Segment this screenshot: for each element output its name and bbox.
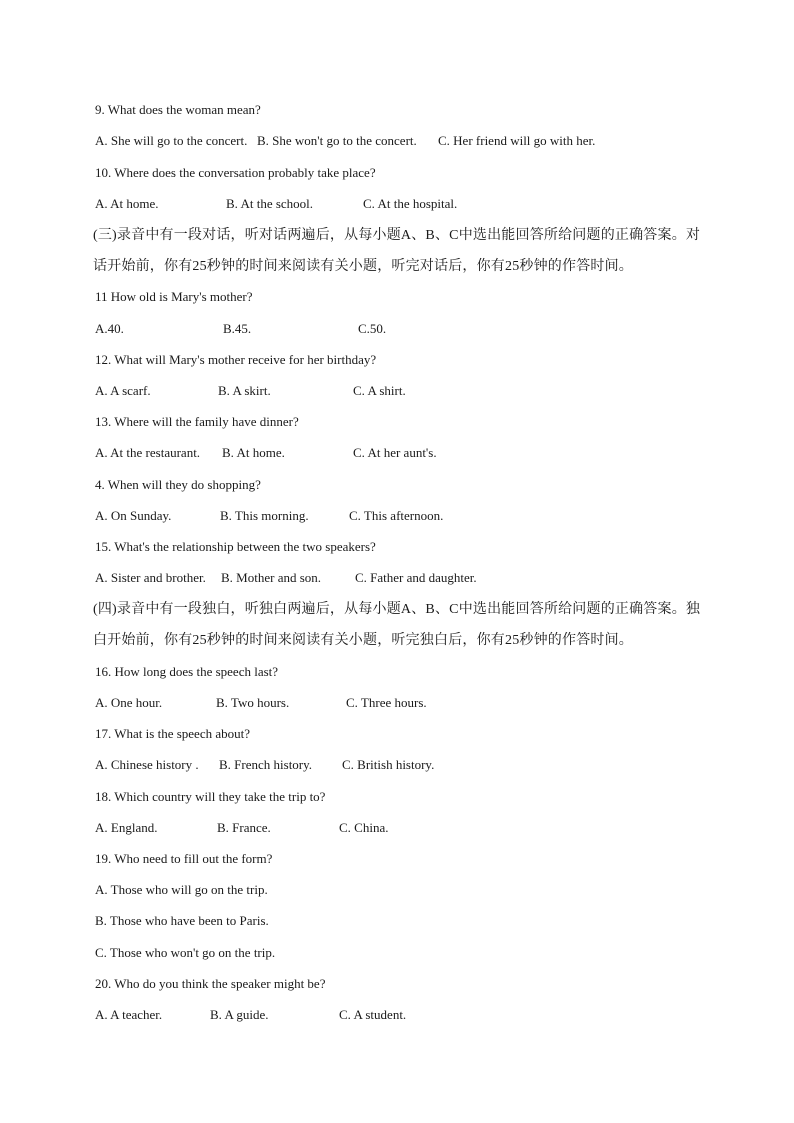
option-a: A. On Sunday.	[95, 508, 172, 523]
question-10: 10. Where does the conversation probably take place?	[95, 165, 376, 180]
option-a: A. A teacher.	[95, 1007, 163, 1022]
option-c: C.50.	[358, 321, 387, 336]
option-a: A.40.	[95, 321, 124, 336]
question-9: 9. What does the woman mean?	[95, 102, 261, 117]
question-15: 15. What's the relationship between the two speakers?	[95, 539, 376, 554]
option-a: A. One hour.	[95, 695, 163, 710]
option-b: B. Two hours.	[216, 695, 290, 710]
question-19-option-c: C. Those who won't go on the trip.	[95, 945, 276, 960]
option-b: B. French history.	[219, 757, 313, 772]
option-b: B. At the school.	[226, 196, 314, 211]
option-b: B. A guide.	[210, 1007, 269, 1022]
question-14: 4. When will they do shopping?	[95, 477, 261, 492]
option-a: A. England.	[95, 820, 158, 835]
question-19-option-a: A. Those who will go on the trip.	[95, 882, 268, 897]
question-19-option-b: B. Those who have been to Paris.	[95, 913, 269, 928]
option-b: B. A skirt.	[218, 383, 271, 398]
option-b: B. At home.	[222, 445, 285, 460]
option-c: C. British history.	[342, 757, 435, 772]
option-b: B. She won't go to the concert.	[257, 133, 417, 148]
option-a: A. At home.	[95, 196, 159, 211]
option-c: C. This afternoon.	[349, 508, 444, 523]
option-c: C. A student.	[339, 1007, 407, 1022]
option-b: B. France.	[217, 820, 271, 835]
option-c: C. Father and daughter.	[355, 570, 477, 585]
option-c: C. At her aunt's.	[353, 445, 437, 460]
section-3-instructions: (三)录音中有一段对话，听对话两遍后，从每小题A、B、C中选出能回答所给问题的正确答案。对话开始前，你有25秒钟的时间来阅读有关小题，听完对话后，你有25秒钟的作答时间。	[93, 228, 701, 274]
option-b: B. This morning.	[220, 508, 309, 523]
question-11: 11 How old is Mary's mother?	[95, 289, 253, 304]
option-b: B.45.	[223, 321, 252, 336]
option-c: C. Her friend will go with her.	[438, 133, 596, 148]
option-a: A. Chinese history .	[95, 757, 199, 772]
option-a: A. At the restaurant.	[95, 445, 201, 460]
question-13: 13. Where will the family have dinner?	[95, 414, 299, 429]
option-c: C. Three hours.	[346, 695, 427, 710]
question-16: 16. How long does the speech last?	[95, 664, 279, 679]
option-a: A. She will go to the concert.	[95, 133, 248, 148]
option-c: C. China.	[339, 820, 389, 835]
question-12: 12. What will Mary's mother receive for her birthday?	[95, 352, 377, 367]
option-c: C. At the hospital.	[363, 196, 458, 211]
option-a: A. Sister and brother.	[95, 570, 206, 585]
question-20: 20. Who do you think the speaker might be?	[95, 976, 326, 991]
question-19: 19. Who need to fill out the form?	[95, 851, 273, 866]
option-b: B. Mother and son.	[221, 570, 322, 585]
question-18: 18. Which country will they take the trip to?	[95, 789, 326, 804]
option-c: C. A shirt.	[353, 383, 406, 398]
question-17: 17. What is the speech about?	[95, 726, 250, 741]
option-a: A. A scarf.	[95, 383, 151, 398]
section-4-instructions: (四)录音中有一段独白，听独白两遍后，从每小题A、B、C中选出能回答所给问题的正确答案。独白开始前，你有25秒钟的时间来阅读有关小题，听完独白后，你有25秒钟的作答时间。	[93, 602, 701, 648]
